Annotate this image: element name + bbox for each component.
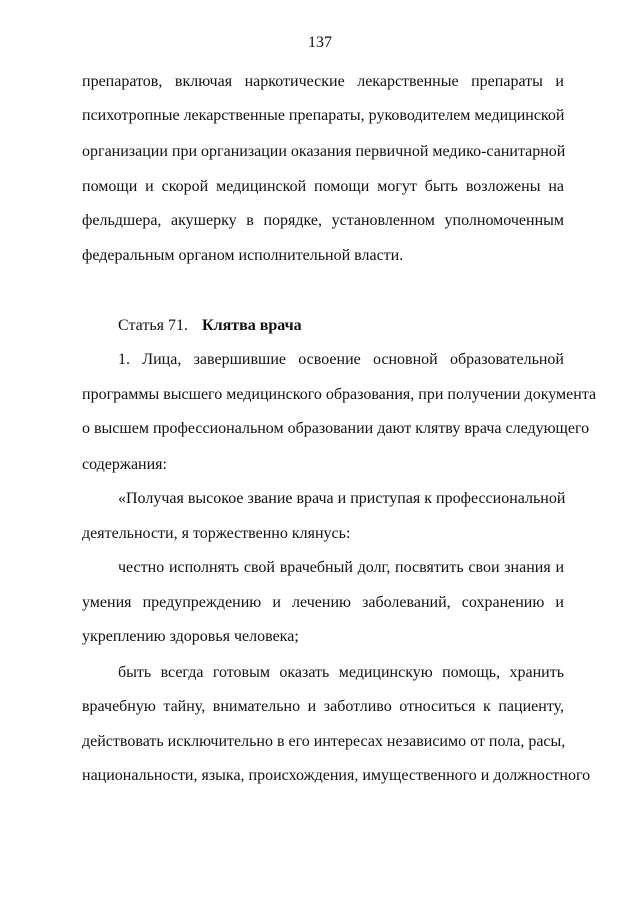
paragraph-line: помощи и скорой медицинской помощи могут быть возложены на (82, 178, 564, 195)
paragraph-line: препаратов, включая наркотические лекарственные препараты и (82, 73, 564, 90)
oath-line: деятельности, я торжественно клянусь: (82, 525, 351, 542)
article-heading (118, 316, 564, 336)
paragraph-line: организации при организации оказания первичной медико-санитарной (82, 143, 566, 160)
paragraph-line: психотропные лекарственные препараты, руководителем медицинской (82, 107, 565, 124)
paragraph-line: 1. Лица, завершившие освоение основной образовательной (118, 351, 564, 368)
oath-line: национальности, языка, происхождения, имущественного и должностного (82, 767, 591, 784)
oath-line: честно исполнять свой врачебный долг, посвятить свои знания и (118, 559, 564, 576)
paragraph-line: о высшем профессиональном образовании дают клятву врача следующего (82, 420, 590, 437)
oath-line: действовать исключительно в его интересах независимо от пола, расы, (82, 733, 566, 750)
oath-line: умения предупреждению и лечению заболеваний, сохранению и (82, 594, 564, 611)
oath-line: укреплению здоровья человека; (82, 628, 299, 645)
oath-line: быть всегда готовым оказать медицинскую помощь, хранить (118, 664, 564, 681)
page-number: 137 (308, 34, 332, 51)
oath-line: врачебную тайну, внимательно и заботливо относиться к пациенту, (82, 698, 564, 715)
paragraph-line: содержания: (82, 456, 167, 473)
paragraph-line: программы высшего медицинского образования, при получении документа (82, 386, 597, 403)
article-label: Статья 71. (118, 317, 188, 334)
paragraph-line: фельдшера, акушерку в порядке, установленном уполномоченным (82, 212, 564, 229)
oath-line: «Получая высокое звание врача и приступая к профессиональной (118, 490, 566, 507)
paragraph-line: федеральным органом исполнительной власти. (82, 247, 404, 264)
article-title: Клятва врача (202, 317, 302, 334)
